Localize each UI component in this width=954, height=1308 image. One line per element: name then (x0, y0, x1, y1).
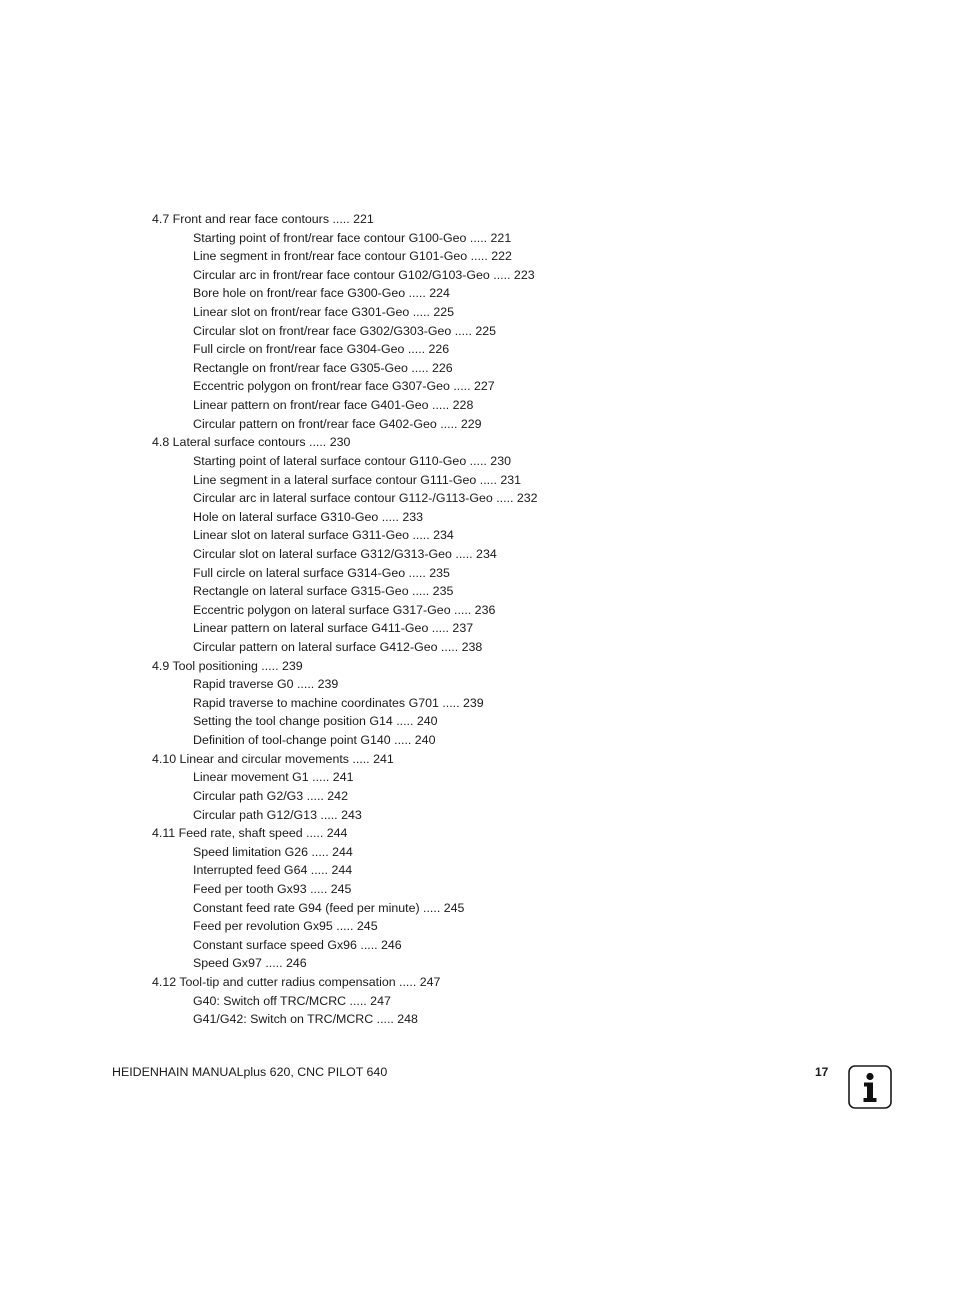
toc-subsection-entry: Rectangle on front/rear face G305-Geo ..... 226 (193, 360, 453, 375)
toc-subsection-entry: Constant surface speed Gx96 ..... 246 (193, 937, 402, 952)
toc-subsection-entry: Interrupted feed G64 ..... 244 (193, 863, 353, 878)
toc-section-entry: 4.9 Tool positioning ..... 239 (152, 658, 303, 673)
toc-subsection-entry: Circular slot on lateral surface G312/G313-Geo ..... 234 (193, 546, 497, 561)
toc-subsection-entry: Circular pattern on front/rear face G402-Geo ..... 229 (193, 416, 482, 431)
toc-subsection-entry: Bore hole on front/rear face G300-Geo ..... 224 (193, 286, 450, 301)
toc-section-entry: 4.11 Feed rate, shaft speed ..... 244 (152, 826, 348, 841)
toc-subsection-entry: Setting the tool change position G14 ..... 240 (193, 714, 438, 729)
footer-title: HEIDENHAIN MANUALplus 620, CNC PILOT 640 (112, 1065, 388, 1079)
page-number: 17 (815, 1065, 829, 1079)
toc-subsection-entry: Rectangle on lateral surface G315-Geo ..... 235 (193, 584, 454, 599)
toc-subsection-entry: Full circle on front/rear face G304-Geo ..... 226 (193, 342, 450, 357)
toc-subsection-entry: Speed Gx97 ..... 246 (193, 956, 307, 971)
toc-subsection-entry: G40: Switch off TRC/MCRC ..... 247 (193, 993, 391, 1008)
info-icon (848, 1065, 892, 1109)
toc-subsection-entry: Circular slot on front/rear face G302/G303-Geo ..... 225 (193, 323, 497, 338)
toc-section-entry: 4.8 Lateral surface contours ..... 230 (152, 435, 351, 450)
toc-subsection-entry: Hole on lateral surface G310-Geo ..... 233 (193, 509, 424, 524)
toc-subsection-entry: Linear slot on lateral surface G311-Geo ..... 234 (193, 528, 454, 543)
toc-subsection-entry: Starting point of lateral surface contour G110-Geo ..... 230 (193, 453, 511, 468)
toc-subsection-entry: Feed per revolution Gx95 ..... 245 (193, 919, 378, 934)
toc-subsection-entry: Circular pattern on lateral surface G412-Geo ..... 238 (193, 640, 483, 655)
toc-subsection-entry: Definition of tool-change point G140 ..... 240 (193, 733, 436, 748)
table-of-contents (152, 210, 752, 1029)
toc-subsection-entry: Line segment in front/rear face contour G101-Geo ..... 222 (193, 249, 512, 264)
toc-subsection-entry: Linear slot on front/rear face G301-Geo ..... 225 (193, 305, 455, 320)
toc-subsection-entry: Linear pattern on lateral surface G411-Geo ..... 237 (193, 621, 474, 636)
toc-subsection-entry: Rapid traverse G0 ..... 239 (193, 677, 339, 692)
toc-subsection-entry: Rapid traverse to machine coordinates G701 ..... 239 (193, 695, 484, 710)
toc-subsection-entry: Circular arc in front/rear face contour G102/G103-Geo ..... 223 (193, 267, 535, 282)
toc-subsection-entry: Circular path G12/G13 ..... 243 (193, 807, 362, 822)
toc-subsection-entry: Starting point of front/rear face contour G100-Geo ..... 221 (193, 230, 512, 245)
toc-section-entry: 4.7 Front and rear face contours ..... 221 (152, 212, 374, 226)
toc-subsection-entry: Circular path G2/G3 ..... 242 (193, 788, 348, 803)
toc-subsection-entry: Feed per tooth Gx93 ..... 245 (193, 881, 352, 896)
toc-subsection-entry: Circular arc in lateral surface contour G112-/G113-Geo ..... 232 (193, 491, 538, 506)
toc-section-entry: 4.12 Tool-tip and cutter radius compensation ..... 247 (152, 974, 441, 989)
toc-subsection-entry: Linear movement G1 ..... 241 (193, 770, 354, 785)
toc-subsection-entry: Eccentric polygon on front/rear face G307-Geo ..... 227 (193, 379, 495, 394)
toc-subsection-entry: Constant feed rate G94 (feed per minute) ..... 245 (193, 900, 465, 915)
toc-subsection-entry: Linear pattern on front/rear face G401-Geo ..... 228 (193, 398, 474, 413)
toc-section-entry: 4.10 Linear and circular movements ..... 241 (152, 751, 394, 766)
toc-subsection-entry: Speed limitation G26 ..... 244 (193, 844, 353, 859)
toc-subsection-entry: Line segment in a lateral surface contour G111-Geo ..... 231 (193, 472, 522, 487)
toc-subsection-entry: G41/G42: Switch on TRC/MCRC ..... 248 (193, 1012, 418, 1027)
toc-subsection-entry: Eccentric polygon on lateral surface G317-Geo ..... 236 (193, 602, 496, 617)
toc-subsection-entry: Full circle on lateral surface G314-Geo ..... 235 (193, 565, 450, 580)
